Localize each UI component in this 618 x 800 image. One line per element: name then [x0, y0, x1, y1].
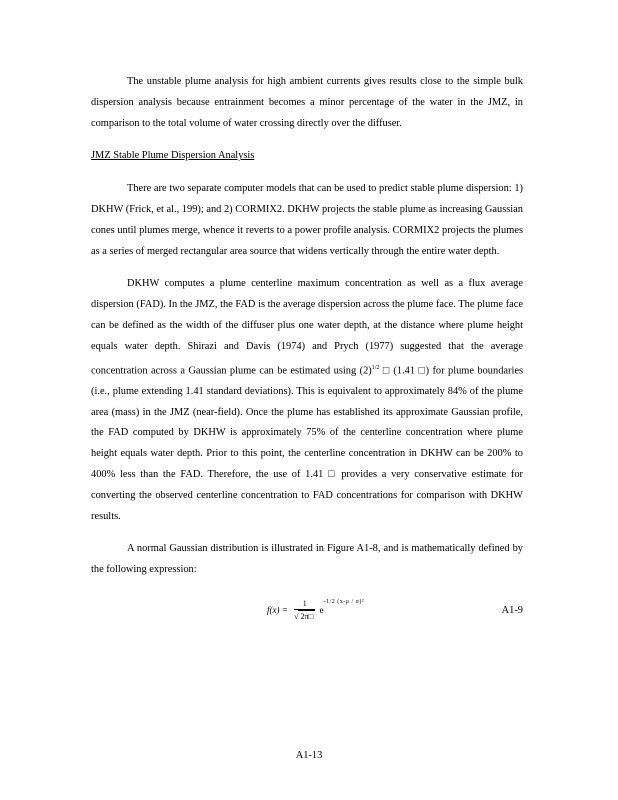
- sqrt-radicand: 2π□: [300, 612, 314, 621]
- equation-exponent: -1/2 (x-μ / σ)²: [323, 599, 365, 606]
- paragraph-dkhw-part-a: DKHW computes a plume centerline maximum concentration as well as a flux average dispersion (FAD). In the JMZ, the FAD is the average dispersion across the plume face. The plume face can be defined as the width of the diffuser plus one water depth, at the distance where plume height equals water depth. Shirazi and Davis (1974) and Prych (1977) suggested that the average concentration across a Gaussian plume can be estimated using (2): [91, 278, 523, 377]
- equation-fraction: [294, 599, 315, 623]
- equation-numerator: 1: [294, 599, 315, 610]
- superscript-half: 1/2: [371, 364, 380, 371]
- equation-lhs: f(x) =: [267, 605, 288, 616]
- paragraph-dkhw: [91, 274, 523, 527]
- gaussian-equation: [267, 599, 364, 623]
- paragraph-dkhw-part-b: □ (1.41 □) for plume boundaries (i.e., plume extending 1.41 standard deviations). This is equivalent to approximately 84% of the plume area (mass) in the JMZ (near-field). Once the plume has established its approximate Gaussian profile, the FAD computed by DKHW is approximately 75% of the centerline concentration where plume height equals water depth. Prior to this point, the centerline concentration in DKHW can be 200% to 400% less than the FAD. Therefore, the use of 1.41 □ provides a very conservative estimate for converting the observed centerline concentration to FAD concentrations for comparison with DKHW results.: [91, 365, 524, 522]
- document-body: [91, 72, 523, 635]
- equation-number: A1-9: [501, 605, 523, 616]
- equation-row: [91, 591, 523, 635]
- page-number: A1-13: [295, 750, 323, 761]
- paragraph-models: There are two separate computer models that can be used to predict stable plume dispersion: 1) DKHW (Frick, et al., 199); and 2) CORMIX2. DKHW projects the stable plume as increasing Gaussian cones until plumes merge, whence it reverts to a power profile analysis. CORMIX2 projects the plumes as a series of merged rectangular area source that widens vertically through the entire water depth.: [91, 183, 523, 257]
- paragraph-gaussian: A normal Gaussian distribution is illustrated in Figure A1-8, and is mathematically defined by the following expression:: [91, 543, 523, 576]
- section-heading: JMZ Stable Plume Dispersion Analysis: [91, 150, 255, 162]
- equation-denominator: √ 2π□: [294, 612, 314, 621]
- paragraph-unstable-plume: The unstable plume analysis for high ambient currents gives results close to the simple bulk dispersion analysis because entrainment becomes a minor percentage of the water in the JMZ, in comparison to the total volume of water crossing directly over the diffuser.: [91, 76, 523, 129]
- equation-base: e: [319, 605, 324, 616]
